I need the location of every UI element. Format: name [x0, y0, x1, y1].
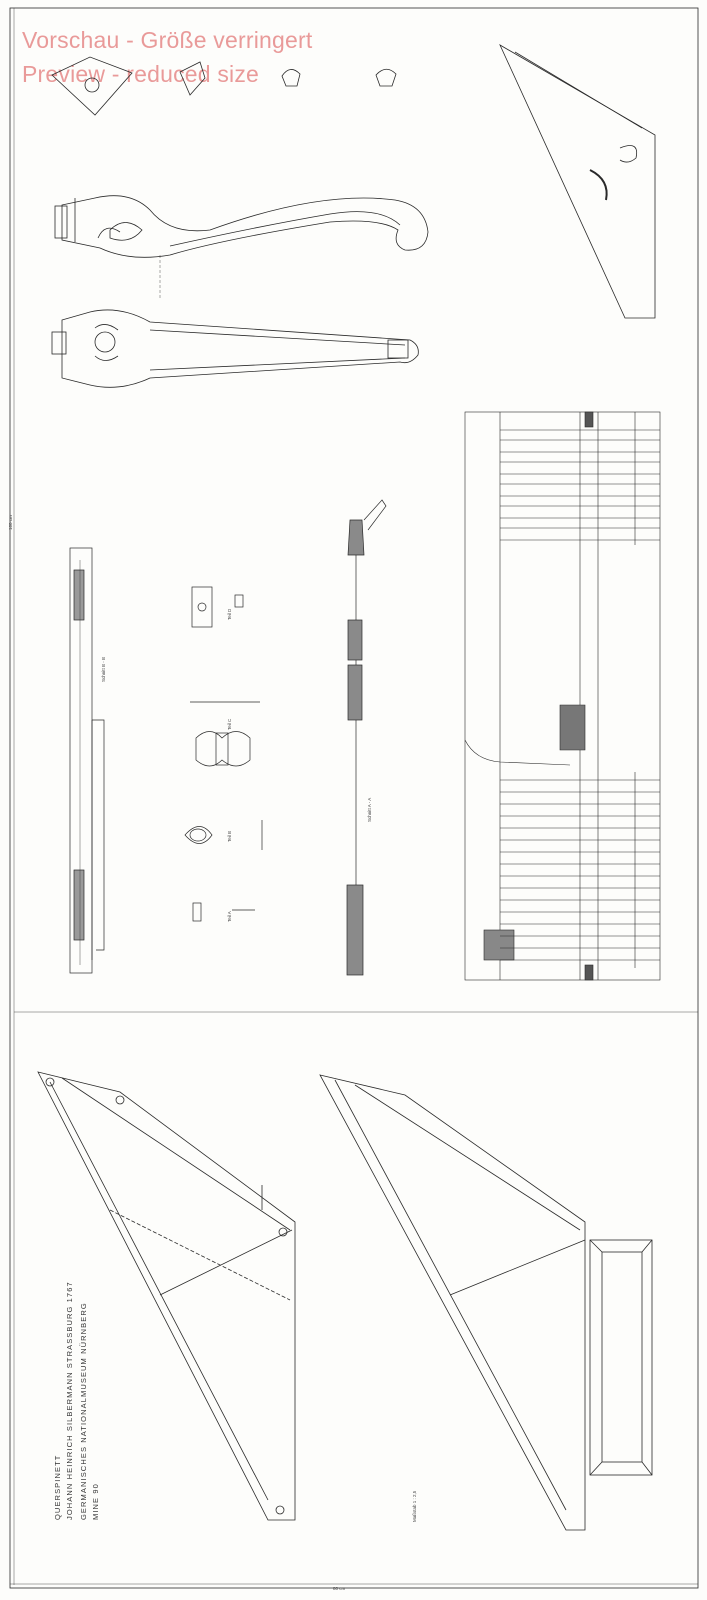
title-line-4: MINE 90	[91, 1483, 100, 1520]
carved-leg-front	[52, 310, 418, 387]
title-line-2: JOHANN HEINRICH SILBERMANN STRASSBURG 1767	[65, 1281, 74, 1520]
detail-d-label: Teil D	[227, 608, 232, 620]
detail-b-label: Teil B	[227, 830, 232, 842]
detail-a-label: Teil A	[227, 911, 232, 922]
detail-c-label: Teil C	[227, 718, 232, 730]
keyboard-drawing	[465, 412, 660, 980]
case-frame-right	[320, 1075, 652, 1530]
section-b-label: Schnitt B - B	[101, 656, 106, 682]
title-line-1: QUERSPINETT	[53, 1454, 62, 1520]
small-part-drawings	[52, 57, 396, 115]
section-a-label: Schnitt A - A	[367, 797, 372, 822]
carved-leg-side	[55, 196, 428, 300]
section-a-drawing	[347, 500, 386, 975]
title-line-3: GERMANISCHES NATIONALMUSEUM NÜRNBERG	[79, 1302, 88, 1520]
watermark-line-2: Preview - reduced size	[22, 61, 260, 87]
hardware-details	[185, 587, 262, 921]
watermark-line-1: Vorschau - Größe verringert	[22, 27, 313, 53]
scale-label: Maßstab 1 : 2,5	[412, 1490, 417, 1522]
lid-board-drawing	[500, 45, 655, 318]
sheet-border	[10, 8, 698, 1588]
section-b-drawing	[70, 548, 104, 973]
height-dimension: 160 cm	[8, 515, 13, 530]
case-frame-left	[38, 1072, 295, 1520]
width-dimension: 80 cm	[333, 1586, 346, 1591]
